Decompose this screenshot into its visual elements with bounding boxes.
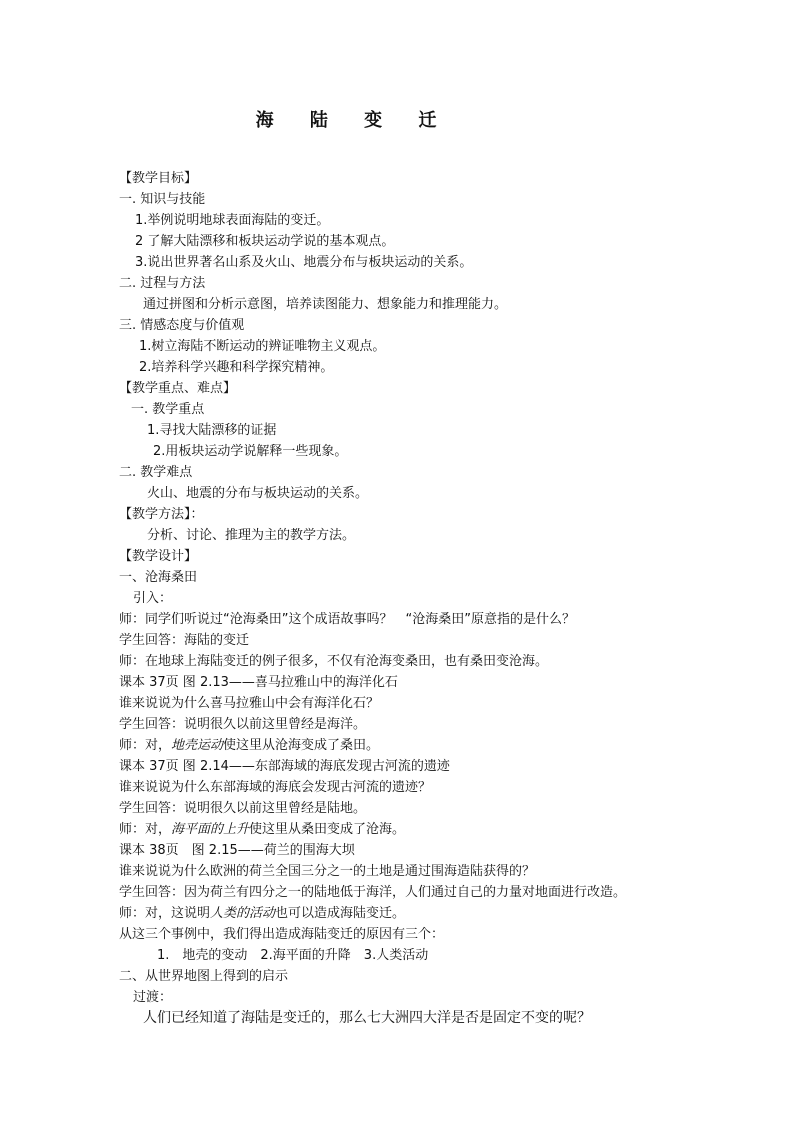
text-span: 使这里从桑田变成了沧海。 — [249, 822, 406, 837]
list-item: 1.举例说明地球表面海陆的变迁。 — [135, 213, 330, 228]
list-item: 1. 地壳的变动 2.海平面的升降 3.人类活动 — [157, 948, 429, 963]
paragraph: 课本 38页 图 2.15——荷兰的围海大坝 — [119, 843, 355, 858]
paragraph: 师：在地球上海陆变迁的例子很多，不仅有沧海变桑田，也有桑田变沧海。 — [119, 654, 549, 669]
list-item: 1.寻找大陆漂移的证据 — [147, 423, 277, 438]
paragraph — [119, 735, 679, 756]
paragraph: 学生回答：说明很久以前这里曾经是海洋。 — [119, 717, 367, 732]
list-item: 1.树立海陆不断运动的辨证唯物主义观点。 — [139, 339, 386, 354]
paragraph: 火山、地震的分布与板块运动的关系。 — [147, 486, 369, 501]
text-span: 也可以造成海陆变迁。 — [275, 906, 406, 921]
text-span: 师：对， — [119, 822, 172, 837]
list-item: 3.说出世界著名山系及火山、地震分布与板块运动的关系。 — [135, 255, 473, 270]
paragraph: 学生回答：因为荷兰有四分之一的陆地低于海洋，人们通过自己的力量对地面进行改造。 — [119, 885, 627, 900]
paragraph: 通过拼图和分析示意图，培养读图能力、想象能力和推理能力。 — [143, 297, 508, 312]
paragraph: 人们已经知道了海陆是变迁的，那么七大洲四大洋是否是固定不变的呢？ — [143, 1010, 591, 1026]
subsection-heading: 二、从世界地图上得到的启示 — [119, 969, 289, 984]
paragraph: 引入： — [133, 591, 173, 606]
section-heading: 【教学设计】 — [119, 549, 198, 564]
list-item: 2.用板块运动学说解释一些现象。 — [153, 444, 348, 459]
document-body — [119, 168, 679, 1029]
text-span: 使这里从沧海变成了桑田。 — [223, 738, 380, 753]
list-item: 2 了解大陆漂移和板块运动学说的基本观点。 — [135, 234, 395, 249]
subsection-heading: 一. 教学重点 — [131, 402, 205, 417]
list-item: 2.培养科学兴趣和科学探究精神。 — [139, 360, 334, 375]
paragraph: 谁来说说为什么东部海域的海底会发现古河流的遗迹？ — [119, 780, 432, 795]
section-heading: 【教学方法】： — [119, 507, 204, 522]
subsection-heading: 三. 情感态度与价值观 — [119, 318, 245, 333]
paragraph: 课本 37页 图 2.13——喜马拉雅山中的海洋化石 — [119, 675, 398, 690]
paragraph: 学生回答：海陆的变迁 — [119, 633, 250, 648]
paragraph — [119, 819, 679, 840]
emphasis-text: 地壳运动 — [171, 738, 224, 753]
paragraph: 师：同学们听说过“沧海桑田”这个成语故事吗？ “沧海桑田”原意指的是什么？ — [119, 612, 575, 627]
page-title: 海 陆 变 迁 — [255, 110, 452, 131]
paragraph: 分析、讨论、推理为主的教学方法。 — [147, 528, 356, 543]
paragraph: 过渡： — [133, 990, 173, 1005]
section-heading: 【教学重点、难点】 — [119, 381, 237, 396]
paragraph: 学生回答：说明很久以前这里曾经是陆地。 — [119, 801, 367, 816]
text-span: 师：对， — [119, 738, 172, 753]
paragraph — [119, 903, 679, 924]
emphasis-text: 人类的活动 — [210, 906, 276, 921]
paragraph: 课本 37页 图 2.14——东部海域的海底发现古河流的遗迹 — [119, 759, 450, 774]
paragraph: 从这三个事例中，我们得出造成海陆变迁的原因有三个： — [119, 927, 445, 942]
subsection-heading: 一、沧海桑田 — [119, 570, 198, 585]
subsection-heading: 二. 教学难点 — [119, 465, 193, 480]
subsection-heading: 一. 知识与技能 — [119, 192, 206, 207]
emphasis-text: 海平面的上升 — [171, 822, 250, 837]
paragraph: 谁来说说为什么喜马拉雅山中会有海洋化石？ — [119, 696, 380, 711]
text-span: 师：对，这说明 — [119, 906, 211, 921]
section-heading: 【教学目标】 — [119, 171, 198, 186]
paragraph: 谁来说说为什么欧洲的荷兰全国三分之一的土地是通过围海造陆获得的？ — [119, 864, 536, 879]
subsection-heading: 二. 过程与方法 — [119, 276, 206, 291]
